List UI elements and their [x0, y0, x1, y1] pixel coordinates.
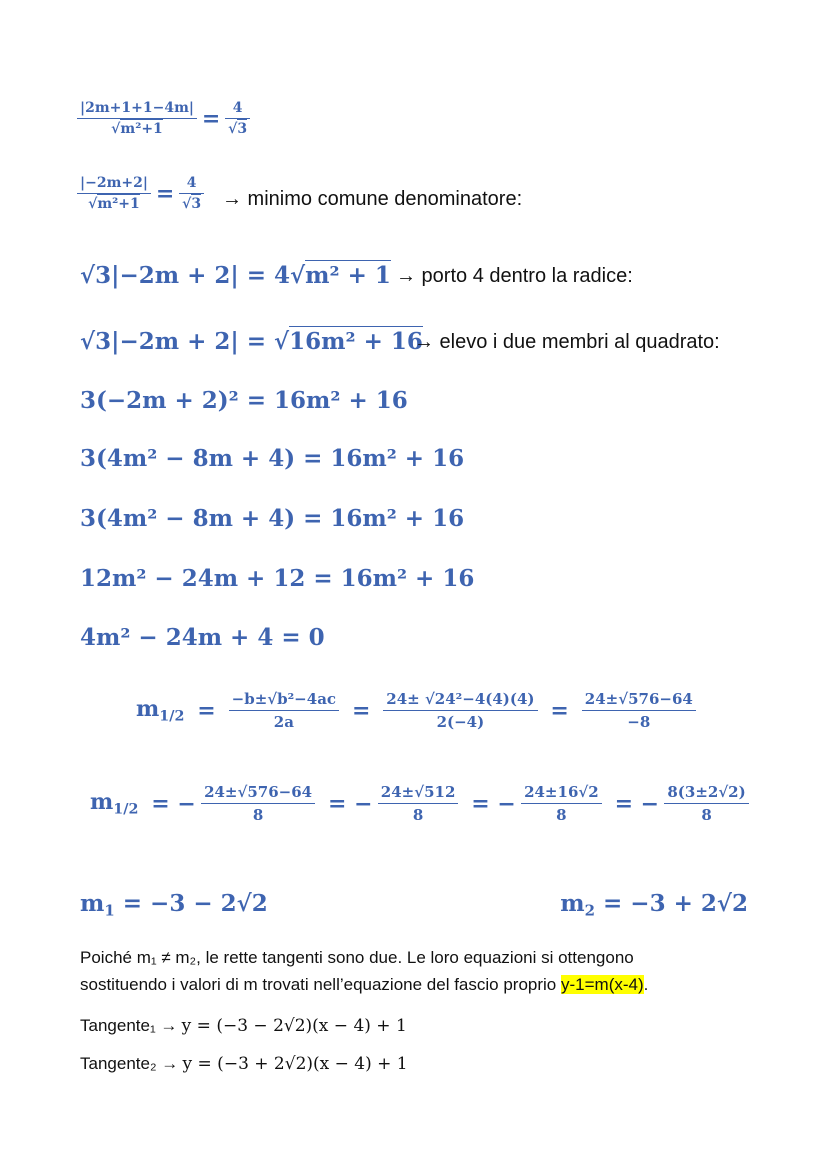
q2-f4-num: 8(3±2√2) — [664, 783, 748, 804]
m1-rhs: = −3 − 2√2 — [122, 890, 268, 917]
equation-3: √3|−2m + 2| = 4√m² + 1 — [80, 262, 391, 289]
tangent-1-equation: y = (−3 − 2√2)(x − 4) + 1 — [181, 1016, 407, 1036]
eq1-rhs-denominator: 3 — [237, 121, 248, 137]
m2-result — [560, 890, 748, 919]
q1-f3-num: 24±√576−64 — [582, 690, 696, 711]
q2-f2-num: 24±√512 — [378, 783, 459, 804]
q2-lhs-sub: 1/2 — [113, 801, 139, 818]
eq4-root: 16m² + 16 — [289, 328, 423, 355]
m1-lhs: m — [80, 890, 105, 917]
equation-6: 3(4m² − 8m + 4) = 16m² + 16 — [80, 445, 465, 472]
equation-4: √3|−2m + 2| = √16m² + 16 — [80, 328, 423, 355]
q1-f2-num: 24± √24²−4(4)(4) — [383, 690, 537, 711]
eq2-rhs-numerator: 4 — [179, 175, 204, 194]
q1-f1-den: 2a — [273, 713, 294, 731]
eq3-note: → porto 4 dentro la radice: — [396, 265, 633, 287]
eq1-numerator: |2m+1+1−4m| — [77, 100, 197, 119]
equation-7: 3(4m² − 8m + 4) = 16m² + 16 — [80, 505, 465, 532]
m2-sub: 2 — [584, 901, 596, 920]
eq2-rhs-denominator: 3 — [191, 196, 202, 212]
q2-f2-den: 8 — [412, 806, 424, 824]
m1-result — [80, 890, 268, 919]
tangent-1 — [80, 1016, 407, 1036]
q2-f1-den: 8 — [252, 806, 264, 824]
tangent-2-label: Tangente₂ → — [80, 1054, 179, 1073]
eq3-left: √3|−2m + 2| = 4 — [80, 262, 291, 289]
tangent-1-label: Tangente₁ → — [80, 1016, 178, 1035]
eq2-note: → minimo comune denominatore: — [222, 188, 523, 210]
eq2-denominator: m²+1 — [97, 196, 140, 212]
paragraph-line-1: Poiché m₁ ≠ m₂, le rette tangenti sono due. Le loro equazioni si ottengono — [80, 948, 634, 967]
q2-lhs: m — [90, 789, 114, 816]
eq1-rhs-numerator: 4 — [225, 100, 250, 119]
q1-f1-num: −b±√b²−4ac — [229, 690, 339, 711]
fascio-equation-highlight: y-1=m(x-4) — [561, 975, 644, 994]
equation-8: 12m² − 24m + 12 = 16m² + 16 — [80, 565, 475, 592]
paragraph-line-2-text: sostituendo i valori di m trovati nell’equazione del fascio proprio — [80, 975, 557, 994]
q2-f4-den: 8 — [701, 806, 712, 824]
q1-f3-den: −8 — [627, 713, 651, 731]
paragraph-line-2-end: . — [643, 975, 649, 994]
q2-f3-num: 24±16√2 — [521, 783, 602, 804]
quadratic-formula-row-2: $m_{1/2}$ = − $\frac{24\pm√576-64}{8}$ = − $\frac{24\pm√512}{8}$ = − $\frac{24\pm 16√2}{8}$ = − $\frac{8(3\pm 2√2)}{8}$ — [90, 783, 749, 824]
m2-rhs: = −3 + 2√2 — [603, 890, 748, 917]
paragraph-line-2 — [80, 975, 648, 995]
eq3-root: m² + 1 — [305, 262, 391, 289]
quadratic-formula-row-1: $m_{1/2}$ = $\frac{\text{−b±√b²−4ac}}{2a}$ = $\frac{\text{24± √24²−4(4)(4)}}{2(-4)}$ = $\frac{24\pm√576-64}{-8}$ — [136, 690, 696, 731]
equation-5: 3(−2m + 2)² = 16m² + 16 — [80, 387, 408, 414]
equation-9: 4m² − 24m + 4 = 0 — [80, 624, 325, 651]
eq2-numerator: |−2m+2| — [77, 175, 151, 194]
q1-f2-den: 2(−4) — [436, 713, 485, 731]
equation-2: $\frac{|-2m+2|}{\text{√m²+1}}$ = $\frac{4}{√3}$ — [77, 175, 204, 212]
tangent-2 — [80, 1054, 408, 1074]
q1-lhs-sub: 1/2 — [159, 708, 185, 725]
eq4-note: → elevo i due membri al quadrato: — [414, 331, 720, 353]
q2-f3-den: 8 — [556, 806, 567, 824]
eq4-left: √3|−2m + 2| = — [80, 328, 275, 355]
m2-lhs: m — [560, 890, 585, 917]
q1-lhs: m — [136, 696, 160, 723]
equation-1: $\frac{|2m+1+1-4m|}{\text{√m²+1}}$ = $\frac{4}{√3}$ — [77, 100, 250, 137]
eq1-denominator: m²+1 — [120, 121, 163, 137]
q2-f1-num: 24±√576−64 — [201, 783, 315, 804]
tangent-2-equation: y = (−3 + 2√2)(x − 4) + 1 — [182, 1054, 408, 1074]
m1-sub: 1 — [104, 901, 115, 920]
